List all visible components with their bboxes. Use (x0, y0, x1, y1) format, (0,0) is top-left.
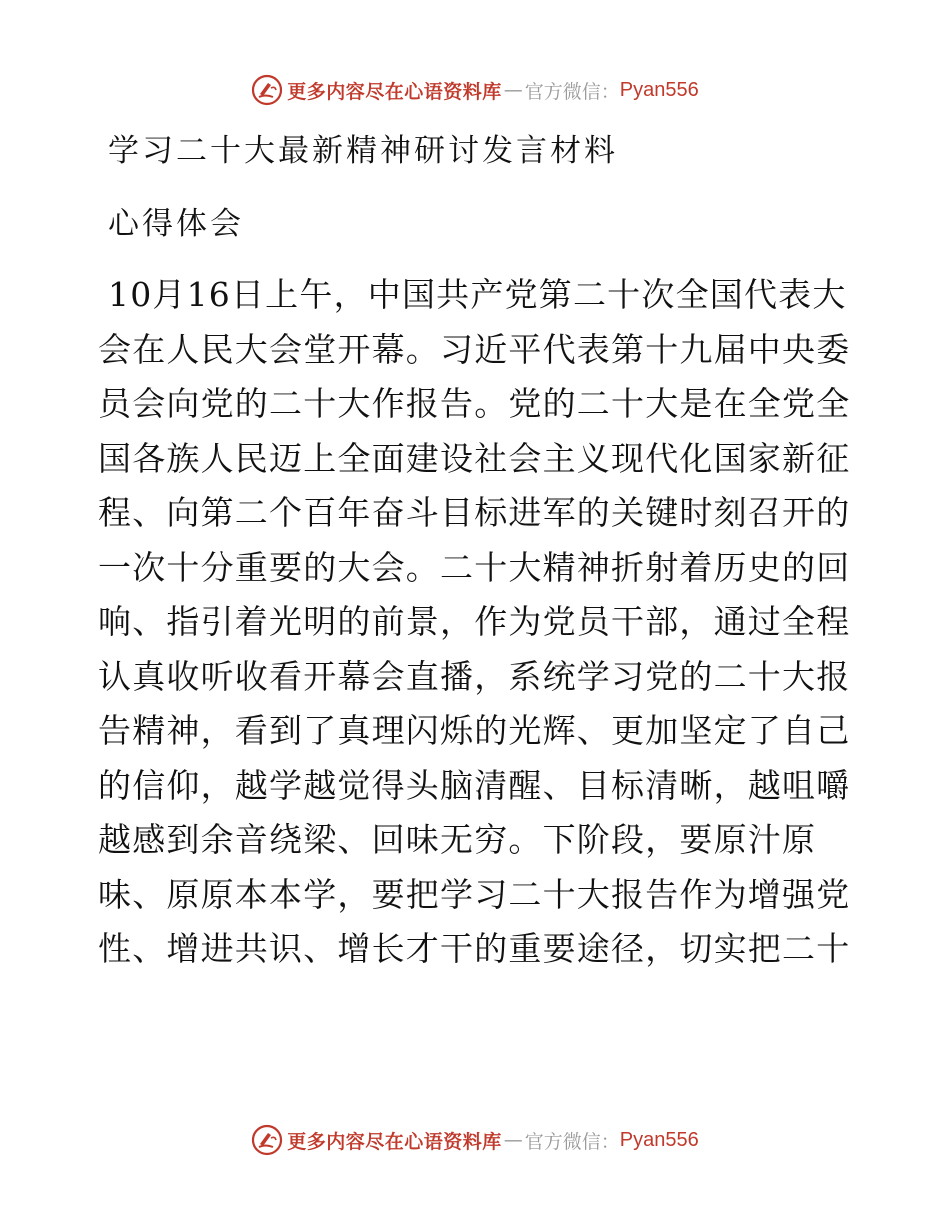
document-subtitle: 心得体会 (108, 206, 244, 242)
body-line: 告精神，看到了真理闪烁的光辉、更加坚定了自己 (98, 711, 851, 750)
body-line: 的信仰，越学越觉得头脑清醒、目标清晰，越咀嚼 (98, 765, 851, 805)
banner-site-text: 更多内容尽在心语资料库 (287, 1130, 502, 1153)
document-title: 学习二十大最新精神研讨发言材料 (108, 133, 618, 169)
banner-wechat-label: 官方微信： (524, 1130, 620, 1153)
body-line: 员会向党的二十大作报告。党的二十大是在全党全 (98, 384, 851, 423)
banner-account: Pyan556 (619, 78, 699, 101)
body-line: 一次十分重要的大会。二十大精神折射着历史的回 (98, 547, 851, 587)
book-quill-logo-icon (251, 74, 283, 106)
body-line: 国各族人民迈上全面建设社会主义现代化国家新征 (98, 438, 851, 478)
book-quill-logo-icon (251, 1124, 283, 1156)
body-line: 响、指引着光明的前景，作为党员干部，通过全程 (98, 602, 851, 641)
banner-account: Pyan556 (619, 1128, 699, 1151)
body-line: 认真收听收看开幕会直播，系统学习党的二十大报 (98, 656, 851, 696)
banner-dash: — (503, 1129, 523, 1151)
body-line: 10月16日上午，中国共产党第二十次全国代表大 (108, 275, 847, 314)
header-banner (0, 70, 950, 110)
body-line: 会在人民大会堂开幕。习近平代表第十九届中央委 (98, 329, 851, 369)
body-line: 性、增进共识、增长才干的重要途径，切实把二十 (98, 929, 851, 968)
banner-dash: — (503, 79, 523, 101)
banner-wechat-label: 官方微信： (524, 80, 620, 103)
document-body (98, 268, 858, 977)
body-line: 程、向第二个百年奋斗目标进军的关键时刻召开的 (98, 493, 851, 532)
footer-banner (0, 1120, 950, 1160)
body-line: 越感到余音绕梁、回味无穷。下阶段，要原汁原 (98, 820, 817, 859)
banner-site-text: 更多内容尽在心语资料库 (287, 80, 502, 103)
body-line: 味、原原本本学，要把学习二十大报告作为增强党 (98, 874, 851, 914)
